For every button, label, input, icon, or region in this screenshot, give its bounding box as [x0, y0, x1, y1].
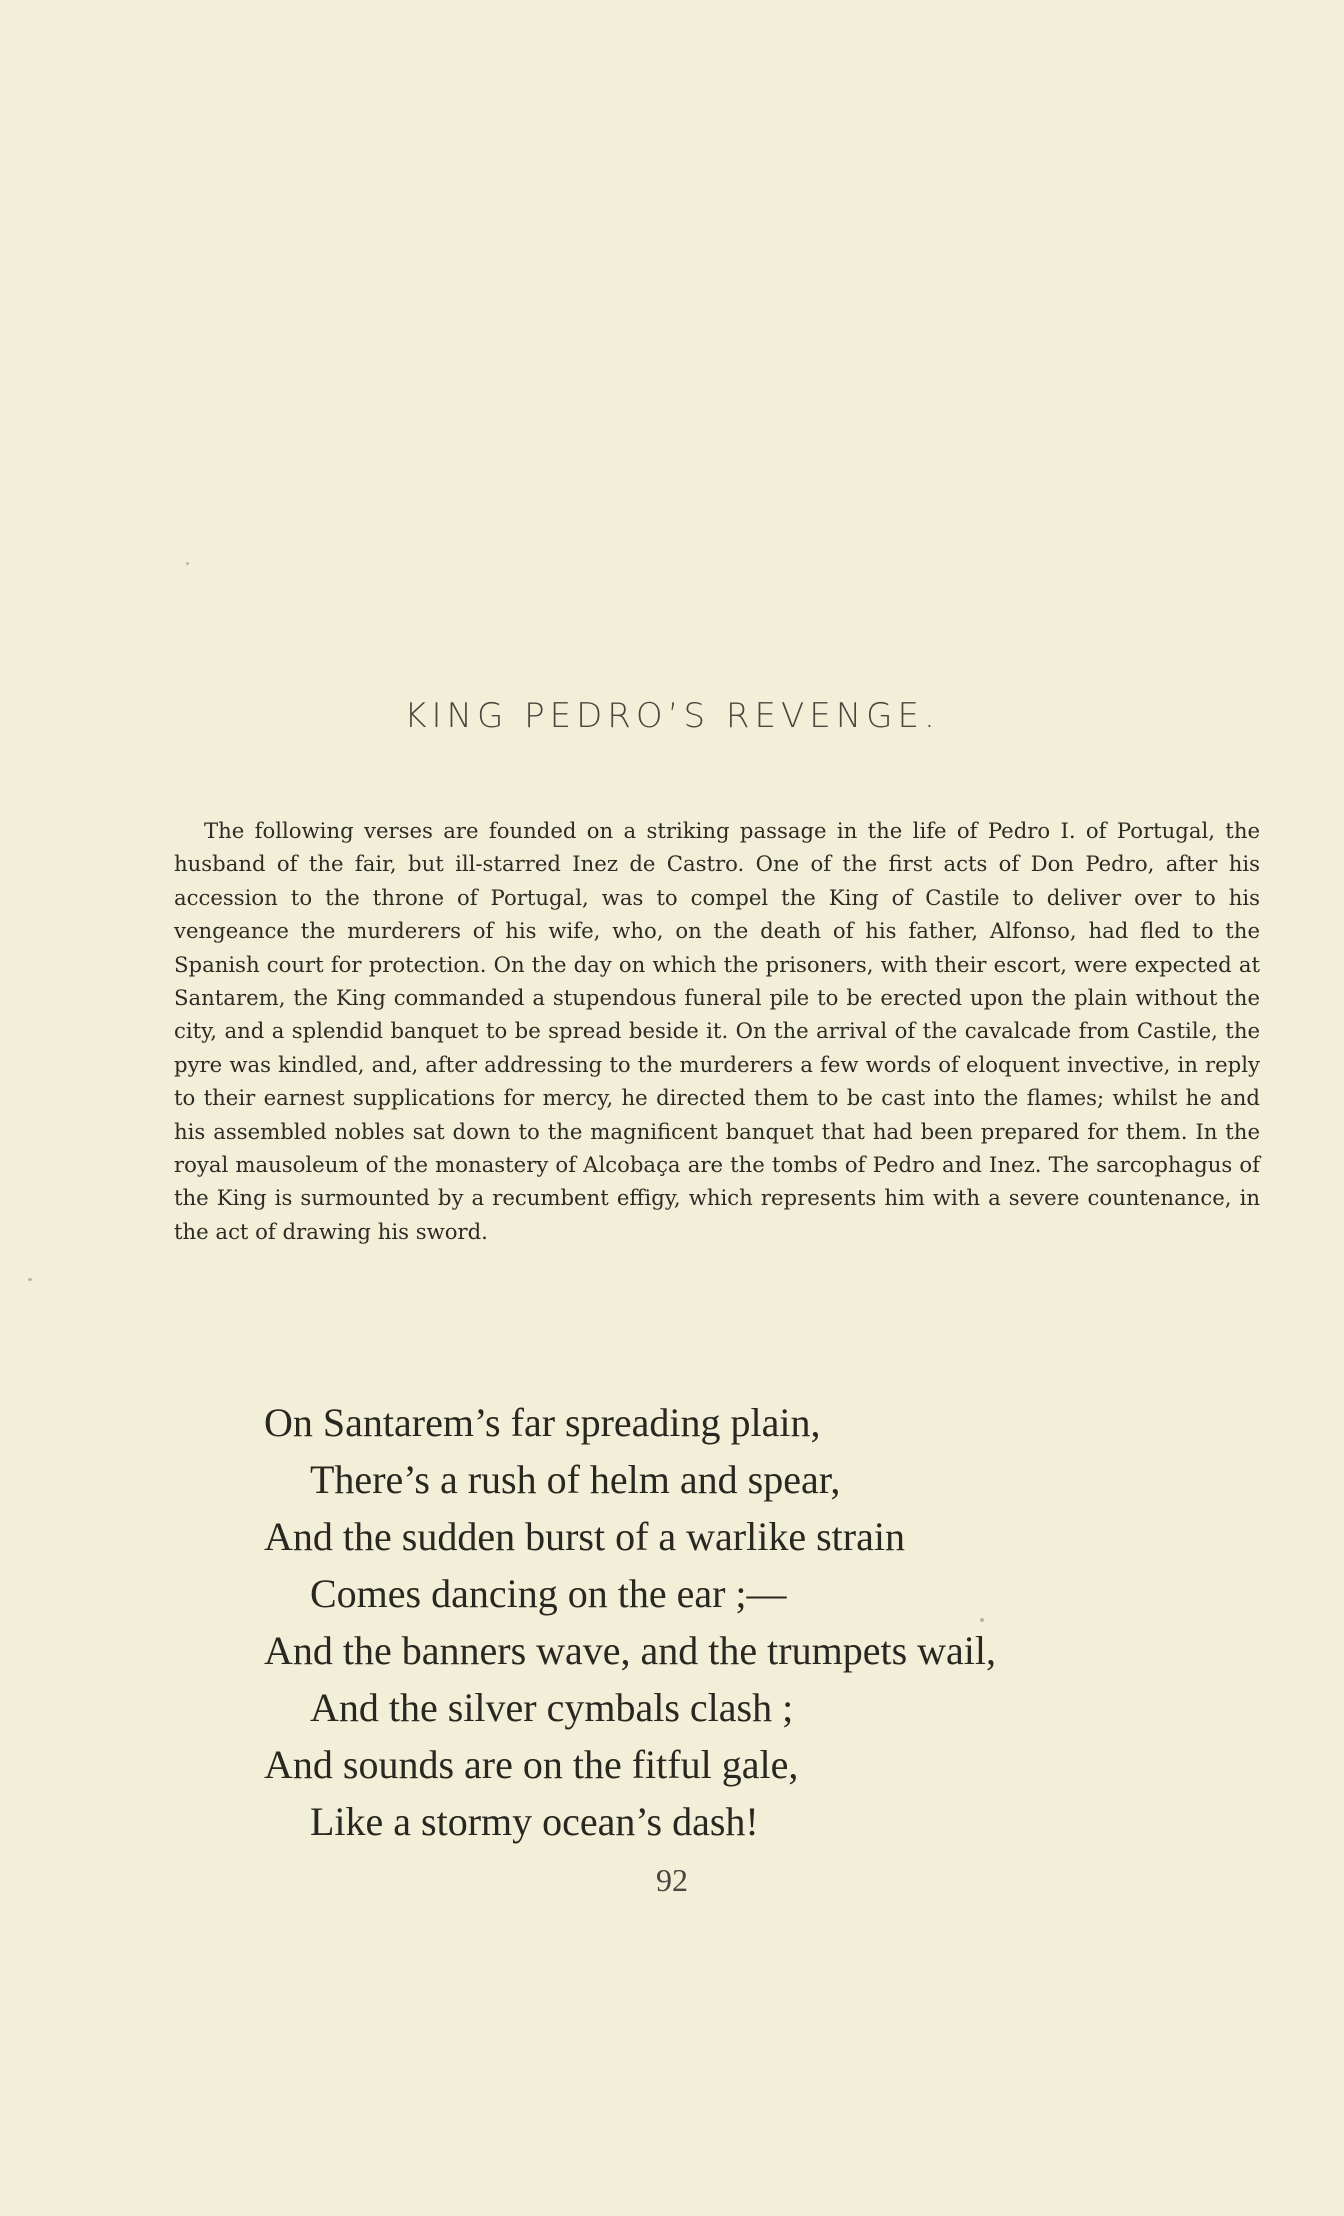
- poem-title: KING PEDRO’S REVENGE.: [404, 696, 940, 736]
- intro-paragraph: The following verses are founded on a striking passage in the life of Pedro I. of Portugal, the husband of the fair, but ill-starred Inez de Castro. One of the first acts of Don Pedro, after his accession to the throne of Portugal, was to compel the King of Castile to deliver over to his vengeance the murderers of his wife, who, on the death of his father, Alfonso, had fled to the Spanish court for protection. On the day on which the prisoners, with their escort, were expected at Santarem, the King commanded a stupendous funeral pile to be erected upon the plain without the city, and a splendid banquet to be spread beside it. On the arrival of the cavalcade from Castile, the pyre was kindled, and, after addressing to the murderers a few words of eloquent invective, in reply to their earnest supplications for mercy, he directed them to be cast into the flames; whilst he and his assembled nobles sat down to the magnificent banquet that had been prepared for them. In the royal mausoleum of the monastery of Alcobaça are the tombs of Pedro and Inez. The sarcophagus of the King is surmounted by a recumbent effigy, which represents him with a severe countenance, in the act of drawing his sword.: [174, 818, 1260, 1244]
- verse-line: And the sudden burst of a warlike strain: [264, 1514, 905, 1559]
- poem-stanza: [264, 1394, 1164, 1850]
- verse-line: And the banners wave, and the trumpets wail,: [264, 1628, 997, 1673]
- paper-speck: [980, 1618, 984, 1622]
- verse-line: There’s a rush of helm and spear,: [310, 1457, 841, 1502]
- verse-line: On Santarem’s far spreading plain,: [264, 1400, 821, 1445]
- paper-speck: [186, 562, 189, 565]
- verse-line: Like a stormy ocean’s dash!: [310, 1799, 759, 1844]
- page-number: 92: [656, 1862, 688, 1898]
- verse-line: And the silver cymbals clash ;: [310, 1685, 794, 1730]
- paper-speck: [28, 1278, 32, 1281]
- verse-line: Comes dancing on the ear ;—: [310, 1571, 787, 1616]
- verse-line: And sounds are on the fitful gale,: [264, 1742, 799, 1787]
